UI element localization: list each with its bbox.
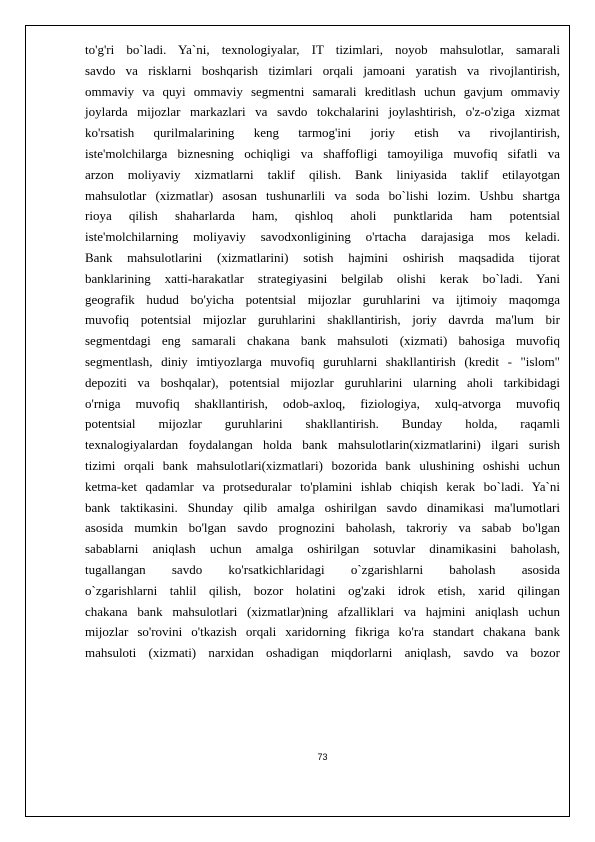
text-line: Bank mahsulotlarini (xizmatlarini) sotish hajmini oshirish maqsadida tijorat [85, 249, 560, 265]
text-line: o`zgarishlarni tahlil qilish, bozor holatini og'zaki idrok etish, xarid qilingan [85, 582, 560, 598]
text-line: ommaviy va quyi ommaviy segmentni samarali kreditlash uchun gavjum ommaviy [85, 83, 560, 99]
text-line: tugallangan savdo ko'rsatkichlaridagi o`zgarishlarni baholash asosida [85, 561, 560, 577]
text-line: to'g'ri bo`ladi. Ya`ni, texnologiyalar, IT tizimlari, noyob mahsulotlar, samarali [85, 42, 560, 57]
page-number: 73 [317, 752, 328, 762]
text-line: potentsial mijozlar guruhlarini shakllantirish. Bunday holda, raqamli [85, 416, 560, 432]
text-line: muvofiq potentsial mijozlar guruhlarini shakllantirish, joriy davrda ma'lum bir [85, 312, 560, 328]
text-line: segmentlash, diniy imtiyozlarga muvofiq guruhlarni shakllantirish (kredit - "islom" [85, 353, 560, 369]
text-line: banklarining xatti-harakatlar strategiyasini belgilab olishi kerak bo`ladi. Yani [85, 270, 560, 286]
text-line: bank taktikasini. Shunday qilib amalga oshirilgan savdo dinamikasi ma'lumotlari [85, 499, 560, 515]
text-line: segmentdagi eng samarali chakana bank mahsuloti (xizmati) bahosiga muvofiq [85, 333, 560, 349]
text-line: mijozlar so'rovini o'tkazish orqali xaridorning fikriga ko'ra standart chakana bank [85, 624, 560, 640]
text-line: ko'rsatish qurilmalarining keng tarmog'ini joriy etish va rivojlantirish, [85, 125, 560, 141]
text-line: iste'molchilarga biznesning ochiqligi va shaffofligi tamoyiliga muvofiq sifatli va [85, 145, 560, 161]
text-line: savdo va risklarni boshqarish tizimlari orqali jamoani yaratish va rivojlantirish, [85, 62, 560, 78]
text-line: sabablarni aniqlash uchun amalga oshirilgan sotuvlar dinamikasini baholash, [85, 541, 560, 557]
text-line: joylarda mijozlar markazlari va savdo tokchalarini joylashtirish, o'z-o'ziga xizmat [85, 104, 560, 120]
text-line: texnalogiyalardan foydalangan holda bank mahsulotlarin(xizmatlarini) ilgari surish [85, 437, 560, 453]
text-line: o'rniga muvofiq shakllantirish, odob-axloq, fiziologiya, xulq-atvorga muvofiq [85, 395, 560, 411]
text-line: asosida mumkin bo'lgan savdo prognozini baholash, takroriy va sabab bo'lgan [85, 520, 560, 536]
text-line: mahsuloti (xizmati) narxidan oshadigan miqdorlarni aniqlash, savdo va bozor [85, 645, 560, 661]
text-line: iste'molchilarning moliyaviy savodxonligining o'rtacha darajasiga mos keladi. [85, 229, 560, 245]
text-line: rioya qilish shaharlarda ham, qishloq aholi punktlarida ham potentsial [85, 208, 560, 224]
body-paragraph [85, 40, 560, 664]
text-line: arzon moliyaviy xizmatlarni taklif qilish. Bank liniyasida taklif etilayotgan [85, 166, 560, 182]
text-line: ketma-ket qadamlar va protseduralar to'plamini ishlab chiqish kerak bo`ladi. Ya`ni [85, 478, 560, 494]
text-line: depoziti va boshqalar), potentsial mijozlar guruhlarini ularning aholi tarkibidagi [85, 374, 560, 390]
text-line: tizimi orqali bank mahsulotlari(xizmatlari) bozorida bank ulushining oshishi uchun [85, 457, 560, 473]
text-line: mahsulotlar (xizmatlar) asosan tushunarlili va soda bo`lishi lozim. Ushbu shartga [85, 187, 560, 203]
text-line: geografik hudud bo'yicha potentsial mijozlar guruhlarini va ijtimoiy maqomga [85, 291, 560, 307]
text-line: chakana bank mahsulotlari (xizmatlar)ning afzalliklari va hajmini aniqlash uchun [85, 603, 560, 619]
